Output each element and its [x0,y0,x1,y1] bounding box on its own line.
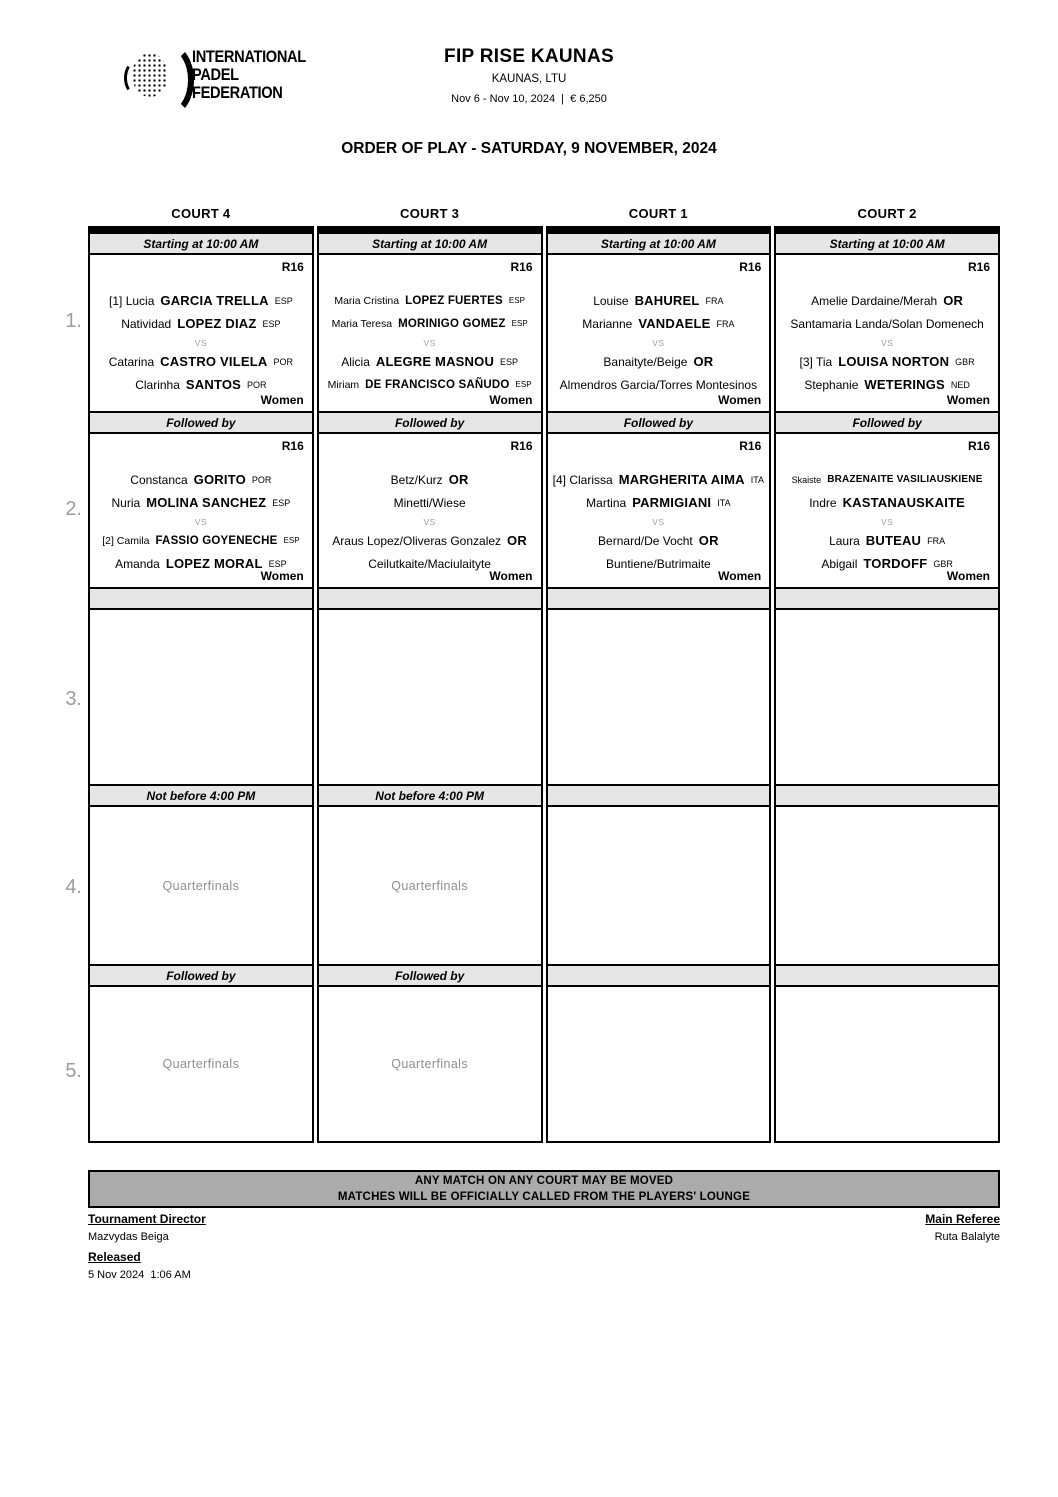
court-title: COURT 1 [628,206,688,221]
player-name: Bernard/De Vocht [598,533,693,548]
player-surname: SANTOS [185,377,242,392]
match-cell [317,432,543,589]
empty-slot [774,608,1000,786]
player-surname: MORINIGO GOMEZ [398,317,506,330]
released-label: Released [88,1250,141,1264]
team-line [579,312,737,335]
player-surname: PARMIGIANI [632,495,712,510]
row-number-5: 5. [65,1060,82,1082]
match-cell [88,432,314,589]
player-name: [3] Tia [799,354,833,369]
row-number-1: 1. [65,310,82,332]
round-label: R16 [281,260,304,274]
team-line [338,350,521,373]
player-name: Catarina [108,354,155,369]
country-code: ESP [268,558,287,569]
country-code: FRA [705,295,724,306]
quarterfinals-slot [88,805,314,966]
player-surname: VANDAELE [638,316,711,331]
empty-slot [546,608,772,786]
player-name: Araus Lopez/Oliveras Gonzalez [332,533,502,548]
team-line [600,350,716,373]
match-cell [546,253,772,413]
empty-band [774,587,1000,610]
quarterfinals-slot-2 [546,985,772,1143]
team-line [109,491,294,514]
team-line [590,289,726,312]
category-label: Women [489,569,533,583]
round-label: R16 [510,439,533,453]
player-surname: BRAZENAITE VASILIAUSKIENE [827,474,983,485]
slot-label: Quarterfinals [391,878,468,893]
country-code: ESP [515,380,532,389]
team-line [806,491,968,514]
not-before-band [546,784,772,807]
player-surname: ALEGRE MASNOU [375,354,495,369]
player-surname: LOPEZ FUERTES [405,294,503,307]
team-line [106,289,296,312]
player-surname: LOPEZ DIAZ [177,316,257,331]
country-code: GBR [933,558,953,569]
team-line [127,468,274,491]
country-code: ESP [262,318,281,329]
event-title: FIP RISE KAUNAS [444,46,614,67]
logo-line-3: FEDERATION [192,83,283,102]
slot-label: Quarterfinals [162,878,240,893]
row-number-4: 4. [65,876,82,898]
logo-line-1: INTERNATIONAL [192,47,306,66]
player-surname: MOLINA SANCHEZ [146,495,267,510]
player-surname: BUTEAU [865,533,922,548]
player-name: Santamaria Landa/Solan Domenech [790,316,984,331]
logo-line-2: PADEL [192,65,239,84]
quarterfinals-slot [317,805,543,966]
main-referee-name: Ruta Balalyte [934,1231,1000,1243]
category-label: Women [946,393,990,407]
country-code: ESP [274,295,293,306]
player-surname: FASSIO GOYENECHE [155,534,278,547]
player-name: Marianne [582,316,633,331]
player-name: Stephanie [804,377,859,392]
event-location: KAUNAS, LTU [491,73,567,85]
category-label: Women [260,569,304,583]
player-surname: OR [698,533,719,548]
player-surname: OR [448,472,469,487]
player-name: Alicia [341,354,370,369]
event-dates-prize: Nov 6 - Nov 10, 2024 | € 6,250 [451,93,607,105]
followed-by-band: Followed by [317,411,543,434]
country-code: FRA [927,535,946,546]
country-code: POR [251,474,272,485]
player-surname: DE FRANCISCO SAÑUDO [365,378,510,391]
vs-label: VS [423,516,436,527]
player-name: Martina [586,495,627,510]
player-name: Almendros Garcia/Torres Montesinos [559,377,758,392]
round-label: R16 [739,260,762,274]
tournament-director-label: Tournament Director [88,1212,206,1226]
country-code: ITA [750,474,765,485]
player-name: Natividad [121,316,172,331]
team-line [595,529,722,552]
round-label: R16 [739,439,762,453]
player-surname: WETERINGS [864,377,945,392]
player-surname: GARCIA TRELLA [160,293,269,308]
category-label: Women [946,569,990,583]
player-name: [1] Lucia [109,293,155,308]
followed-by-band-2: Followed by [88,964,314,987]
team-line [391,491,469,514]
court-column-court-1 [546,206,772,1143]
category-label: Women [718,393,762,407]
empty-band [317,587,543,610]
team-line [550,468,767,491]
quarterfinals-slot-2 [88,985,314,1143]
empty-slot [317,608,543,786]
not-before-band: Not before 4:00 PM [88,784,314,807]
player-surname: BAHUREL [634,293,700,308]
start-time-band: Starting at 10:00 AM [88,232,314,255]
player-surname: OR [693,354,714,369]
player-name: [2] Camila [102,534,150,547]
player-name: Buntiene/Butrimaite [606,556,711,571]
player-surname: TORDOFF [863,556,928,571]
empty-slot [88,608,314,786]
match-cell [546,432,772,589]
team-line [603,552,714,575]
vs-label: VS [194,337,208,348]
round-label: R16 [967,439,990,453]
player-name: Louise [593,293,629,308]
player-name: Clarinha [135,377,180,392]
player-surname: GORITO [193,472,246,487]
team-line [329,312,531,335]
main-referee-label: Main Referee [925,1212,1000,1226]
empty-band [88,587,314,610]
page-title: ORDER OF PLAY - SATURDAY, 9 NOVEMBER, 2024 [341,140,717,157]
match-lines [92,289,310,396]
team-line [583,491,733,514]
followed-by-band-2: Followed by [317,964,543,987]
tournament-director-name: Mazvydas Beiga [88,1231,169,1243]
not-before-band [774,784,1000,807]
followed-by-band: Followed by [88,411,314,434]
player-name: Amanda [115,556,160,571]
quarterfinals-slot-2 [774,985,1000,1143]
slot-label: Quarterfinals [162,1057,240,1071]
followed-by-band: Followed by [546,411,772,434]
team-line [826,529,948,552]
match-cell [774,253,1000,413]
notice-line-2: MATCHES WILL BE OFFICIALLY CALLED FROM THE PLAYERS' LOUNGE [337,1191,751,1203]
player-name: Skaiste [791,474,822,485]
category-label: Women [260,393,304,407]
player-name: Maria Cristina [334,294,400,307]
country-code: ESP [511,319,528,328]
vs-label: VS [194,516,208,527]
player-name: Betz/Kurz [390,472,443,487]
country-code: ESP [508,296,525,305]
start-time-band: Starting at 10:00 AM [317,232,543,255]
player-surname: KASTANAUSKAITE [842,495,966,510]
followed-by-band-2 [546,964,772,987]
player-name: Miriam [327,378,360,391]
match-lines [778,289,996,396]
start-time-band: Starting at 10:00 AM [546,232,772,255]
vs-label: VS [652,337,665,348]
match-cell [774,432,1000,589]
match-lines [550,289,768,396]
player-name: [4] Clarissa [552,472,613,487]
match-lines [321,468,539,575]
player-name: Ceilutkaite/Maciulaityte [368,556,491,571]
country-code: NED [950,379,970,390]
player-surname: MARGHERITA AIMA [618,472,745,487]
player-name: Maria Teresa [331,317,393,330]
country-code: POR [273,356,293,367]
player-name: Nuria [111,495,141,510]
country-code: ITA [717,497,731,508]
courts-grid [88,206,1000,1143]
team-line [388,468,472,491]
notice-line-1: ANY MATCH ON ANY COURT MAY BE MOVED [414,1175,674,1187]
vs-label: VS [652,516,665,527]
player-name: Laura [829,533,860,548]
empty-band [546,587,772,610]
vs-label: VS [880,337,894,348]
player-surname: OR [507,533,527,548]
team-line [787,312,986,335]
followed-by-band: Followed by [774,411,1000,434]
quarterfinals-slot-2 [317,985,543,1143]
match-cell [317,253,543,413]
player-name: Amelie Dardaine/Merah [811,293,938,308]
court-title: COURT 3 [400,206,460,221]
team-line [331,289,528,312]
row-number-2: 2. [65,498,82,520]
country-code: FRA [716,318,735,329]
team-line [365,552,494,575]
round-label: R16 [510,260,533,274]
released-value: 5 Nov 2024 1:06 AM [88,1269,191,1281]
match-cell [88,253,314,413]
team-line [118,312,283,335]
player-name: Constanca [130,472,188,487]
match-lines [550,468,768,575]
country-code: POR [247,379,267,390]
match-lines [778,468,996,575]
team-line [329,529,530,552]
player-surname: LOUISA NORTON [838,354,950,369]
team-line [797,350,978,373]
event-header [0,46,1058,105]
team-line [818,552,956,575]
court-title: COURT 2 [857,206,917,221]
player-name: Abigail [821,556,858,571]
start-time-band: Starting at 10:00 AM [774,232,1000,255]
player-name: Indre [809,495,837,510]
player-surname: OR [943,293,964,308]
player-name: Banaityte/Beige [603,354,688,369]
court-column-court-4 [88,206,314,1143]
vs-label: VS [880,516,894,527]
country-code: ESP [272,497,291,508]
round-label: R16 [967,260,990,274]
quarterfinals-slot [546,805,772,966]
match-lines [92,468,310,575]
team-line [99,529,302,552]
player-name: Minetti/Wiese [393,495,466,510]
round-label: R16 [281,439,304,453]
player-surname: LOPEZ MORAL [165,556,263,571]
court-title: COURT 4 [171,206,231,221]
row-number-3: 3. [65,688,82,710]
court-column-court-3 [317,206,543,1143]
country-code: ESP [283,536,300,545]
slot-label: Quarterfinals [391,1057,468,1071]
followed-by-band-2 [774,964,1000,987]
country-code: ESP [500,356,519,367]
match-lines [321,289,539,396]
player-surname: CASTRO VILELA [160,354,268,369]
team-line [106,350,296,373]
category-label: Women [718,569,762,583]
team-line [808,289,966,312]
court-column-court-2 [774,206,1000,1143]
quarterfinals-slot [774,805,1000,966]
team-line [789,468,986,491]
country-code: GBR [955,356,975,367]
not-before-band: Not before 4:00 PM [317,784,543,807]
category-label: Women [489,393,533,407]
notice-box [88,1170,1000,1208]
team-line [132,373,269,396]
vs-label: VS [423,337,436,348]
